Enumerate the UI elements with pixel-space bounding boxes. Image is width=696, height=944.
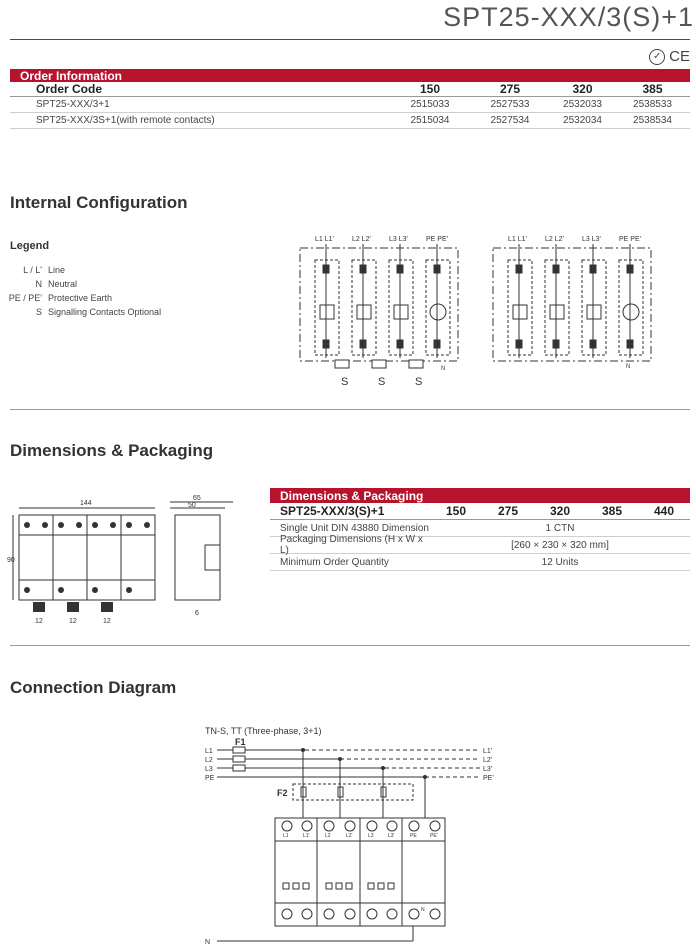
terminal-label: L1 L1': [508, 236, 527, 243]
table-cell: 2538533: [633, 99, 672, 110]
line-label: L2: [205, 757, 213, 764]
s-label: S: [415, 376, 423, 388]
section-divider: [10, 645, 690, 646]
dim-small: 6: [195, 610, 199, 617]
page-title: SPT25-XXX/3(S)+1: [443, 2, 694, 32]
table-cell: 2538534: [633, 115, 672, 126]
dim-pitch: 12: [69, 618, 77, 625]
dimensions-column-headers: [270, 503, 690, 520]
terminal-label: L1 L1': [315, 236, 334, 243]
column-header: 440: [653, 504, 675, 518]
certification-marks: [649, 48, 690, 65]
line-label: L1': [483, 748, 493, 755]
row-value: [260 × 230 × 320 mm]: [511, 539, 609, 551]
terminal-label: L2 L2': [545, 236, 564, 243]
ce-mark: CE: [669, 48, 690, 65]
legend-key: L / L': [23, 265, 42, 275]
terminal-label: PE PE': [426, 236, 448, 243]
terminal-label: L3: [368, 833, 374, 839]
s-label: S: [378, 376, 386, 388]
n-line-label: N: [205, 939, 211, 944]
terminal-label: PE': [430, 833, 438, 839]
column-header: 385: [642, 82, 663, 96]
connection-diagram: [195, 738, 505, 944]
legend-text: Signalling Contacts Optional: [48, 307, 162, 317]
dimensions-heading: Dimensions & Packaging: [10, 441, 214, 460]
dim-side-width-inner: 50: [188, 502, 196, 509]
terminal-label: L3': [388, 833, 395, 839]
internal-configuration-heading: Internal Configuration: [10, 193, 188, 212]
row-value: 1 CTN: [545, 522, 575, 534]
row-label: Single Unit DIN 43880 Dimension: [280, 522, 429, 534]
column-header: 275: [497, 504, 519, 518]
row-value: 12 Units: [541, 556, 579, 568]
dimension-drawing: [5, 490, 235, 640]
legend-text: Neutral: [48, 279, 78, 289]
internal-configuration-diagrams: [295, 230, 665, 390]
column-header: 275: [499, 82, 521, 96]
table-row: [10, 113, 690, 129]
column-header: 320: [572, 82, 593, 96]
dim-height: 90: [7, 557, 15, 564]
s-label: S: [341, 376, 349, 388]
connection-subtitle: TN-S, TT (Three-phase, 3+1): [205, 726, 322, 736]
column-header: 385: [601, 504, 623, 518]
column-header: 150: [419, 82, 441, 96]
terminal-label: L2: [325, 833, 331, 839]
table-cell: 2532034: [563, 115, 602, 126]
f2-label: F2: [277, 788, 288, 798]
table-row: [270, 534, 690, 556]
order-code: SPT25-XXX/3S+1(with remote contacts): [36, 115, 215, 126]
order-code: SPT25-XXX/3+1: [36, 99, 110, 110]
line-label: PE: [205, 775, 215, 782]
dim-pitch: 12: [35, 618, 43, 625]
connection-diagram-heading: Connection Diagram: [10, 678, 177, 697]
f1-label: F1: [235, 738, 246, 747]
dim-side-width: 65: [193, 495, 201, 502]
row-label: Minimum Order Quantity: [280, 556, 389, 568]
section-divider: [10, 409, 690, 410]
line-label: L3: [205, 766, 213, 773]
dim-width: 144: [80, 500, 92, 507]
table-row: [10, 97, 690, 113]
approval-mark-icon: ✓: [649, 49, 665, 65]
column-header: 150: [445, 504, 467, 518]
terminal-label: PE: [410, 833, 417, 839]
terminal-label: L2 L2': [352, 236, 371, 243]
row-label: Packaging Dimensions (H x W x L): [280, 534, 423, 556]
order-code-label: Order Code: [36, 82, 103, 96]
legend-key: PE / PE': [8, 293, 42, 303]
order-table: [10, 69, 690, 129]
terminal-label: L1': [303, 833, 310, 839]
n-label: N: [626, 364, 631, 370]
column-header: 320: [549, 504, 571, 518]
legend-item: [0, 293, 161, 303]
dimensions-table-header: Dimensions & Packaging: [270, 488, 690, 503]
dimensions-table: [270, 488, 690, 571]
legend-text: Protective Earth: [48, 293, 113, 303]
table-cell: 2532033: [563, 99, 602, 110]
title-rule: [10, 39, 690, 40]
terminal-label: PE PE': [619, 236, 641, 243]
legend-item: [0, 307, 161, 317]
legend-item: [0, 265, 161, 275]
legend-item: [0, 279, 161, 289]
table-cell: 2527533: [490, 99, 530, 110]
order-table-column-headers: [10, 82, 690, 97]
line-label: PE': [483, 775, 494, 782]
terminal-label: L2': [346, 833, 353, 839]
legend-title: Legend: [10, 240, 50, 252]
line-label: L1: [205, 748, 213, 755]
legend-key: S: [35, 307, 42, 317]
model-label: SPT25-XXX/3(S)+1: [280, 504, 385, 518]
terminal-label: L3 L3': [582, 236, 601, 243]
table-cell: 2527534: [490, 115, 530, 126]
table-cell: 2515034: [410, 115, 450, 126]
n-label: N: [441, 366, 446, 372]
legend-list: [0, 265, 161, 317]
table-row: [270, 554, 690, 571]
legend-key: N: [35, 279, 42, 289]
order-table-header: Order Information: [10, 69, 690, 82]
line-label: L2': [483, 757, 493, 764]
dim-pitch: 12: [103, 618, 111, 625]
legend-text: Line: [48, 265, 66, 275]
terminal-label: L1: [283, 833, 289, 839]
n-terminal-label: N: [421, 907, 425, 913]
line-label: L3': [483, 766, 493, 773]
terminal-label: L3 L3': [389, 236, 408, 243]
table-cell: 2515033: [410, 99, 450, 110]
